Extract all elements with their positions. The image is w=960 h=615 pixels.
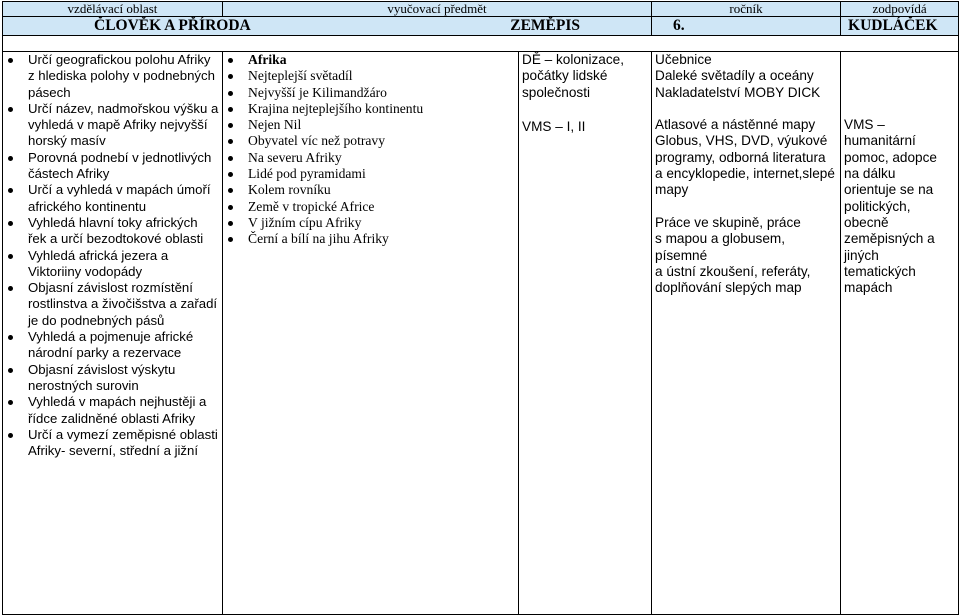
notes-line-7: obecně (844, 214, 889, 230)
outcome-item: Vyhledá v mapách nejhustěji a řídce zalidněné oblasti Afriky (6, 394, 219, 427)
links-line-3: společnosti (522, 84, 591, 100)
header-oblast-label: vzdělávací oblast (3, 2, 223, 17)
header-rocnik-value: 6. (673, 17, 685, 34)
resources-line-10: s mapou a globusem, písemné (655, 231, 785, 263)
outcome-item: Objasní závislost rozmístění rostlinstva a živočišstva a zařadí je do podnebných pásů (6, 280, 219, 329)
outcome-item: Vyhledá hlavní toky afrických řek a určí bezodtokové oblasti (6, 215, 219, 248)
topic-item: Nejen Nil (226, 117, 515, 133)
outcome-item: Objasní závislost výskytu nerostných surovin (6, 362, 219, 395)
topic-item: Černí a bílí na jihu Afriky (226, 231, 515, 247)
outcome-item: Určí název, nadmořskou výšku a vyhledá v mapě Afriky nejvyšší horský masív (6, 101, 219, 150)
resources-line-2: Daleké světadíly a oceány (655, 68, 814, 84)
topic-item: Afrika (226, 52, 515, 68)
links-cell (519, 52, 652, 615)
resources-line-7: a encyklopedie, internet,slepé (655, 166, 835, 182)
outcomes-cell (3, 52, 223, 615)
header-zodpovida-label: zodpovídá (841, 2, 959, 17)
notes-line-1: VMS – (844, 117, 885, 133)
topics-list (226, 52, 515, 248)
topic-item: Na severu Afriky (226, 150, 515, 166)
resources-line-5: Globus, VHS, DVD, výukové (655, 133, 828, 149)
header-predmet-label: vyučovací předmět (223, 2, 652, 17)
outcome-item: Určí a vyhledá v mapách úmoří afrického kontinentu (6, 182, 219, 215)
header-zodpovida-value-cell (841, 17, 959, 36)
resources-cell (652, 52, 841, 615)
resources-line-1: Učebnice (655, 52, 712, 67)
notes-line-8: zeměpisných a (844, 231, 935, 247)
outcome-item: Vyhledá a pojmenuje africké národní parky a rezervace (6, 329, 219, 362)
resources-line-3: Nakladatelství MOBY DICK (655, 84, 821, 100)
resources-line-4: Atlasové a nástěnné mapy (655, 117, 816, 133)
header-oblast-value: ČLOVĚK A PŘÍRODA (94, 17, 251, 34)
outcomes-list (6, 52, 219, 459)
header-predmet-value: ZEMĚPIS (510, 17, 581, 34)
notes-line-10: tematických (844, 263, 916, 279)
content-row (3, 52, 959, 615)
header-rocnik-label: ročník (652, 2, 841, 17)
notes-line-4: na dálku (844, 166, 896, 182)
topics-cell (223, 52, 519, 615)
notes-line-11: mapách (844, 280, 893, 296)
resources-line-8: mapy (655, 182, 689, 198)
outcome-item: Vyhledá africká jezera a Viktoriiny vodopády (6, 248, 219, 281)
resources-line-9: Práce ve skupině, práce (655, 214, 801, 230)
header-oblast-predmet-cell (3, 17, 652, 36)
notes-line-9: jiných (844, 247, 879, 263)
curriculum-table (2, 1, 959, 615)
outcome-item: Určí geografickou polohu Afriky z hlediska polohy v podnebných pásech (6, 52, 219, 101)
notes-line-2: humanitární (844, 133, 916, 149)
topic-item: Krajina nejteplejšího kontinentu (226, 101, 515, 117)
resources-line-6: programy, odborná literatura (655, 149, 826, 165)
topic-item: Obyvatel víc než potravy (226, 133, 515, 149)
links-line-2: počátky lidské (522, 68, 608, 84)
topic-item: Nejvyšší je Kilimandžáro (226, 85, 515, 101)
topic-item: Nejteplejší světadíl (226, 68, 515, 84)
spacer-row (3, 36, 959, 52)
topic-item: Kolem rovníku (226, 182, 515, 198)
topic-item: V jižním cípu Afriky (226, 215, 515, 231)
links-line-1: DĚ – kolonizace, (522, 52, 625, 67)
outcome-item: Porovná podnebí v jednotlivých částech Afriky (6, 150, 219, 183)
header-rocnik-value-cell (652, 17, 841, 36)
header-zodpovida-value: KUDLÁČEK (848, 17, 938, 34)
notes-line-6: politických, (844, 198, 911, 214)
resources-line-12: doplňování slepých map (655, 280, 802, 296)
topic-item: Lidé pod pyramidami (226, 166, 515, 182)
resources-line-11: a ústní zkoušení, referáty, (655, 263, 811, 279)
notes-cell (841, 52, 959, 615)
outcome-item: Určí a vymezí zeměpisné oblasti Afriky- severní, střední a jižní (6, 427, 219, 460)
notes-line-5: orientuje se na (844, 182, 934, 198)
notes-line-3: pomoc, adopce (844, 149, 937, 165)
header-labels-row (3, 2, 959, 17)
topic-item: Země v tropické Africe (226, 199, 515, 215)
links-vms: VMS – I, II (522, 119, 586, 135)
header-values-row (3, 17, 959, 36)
